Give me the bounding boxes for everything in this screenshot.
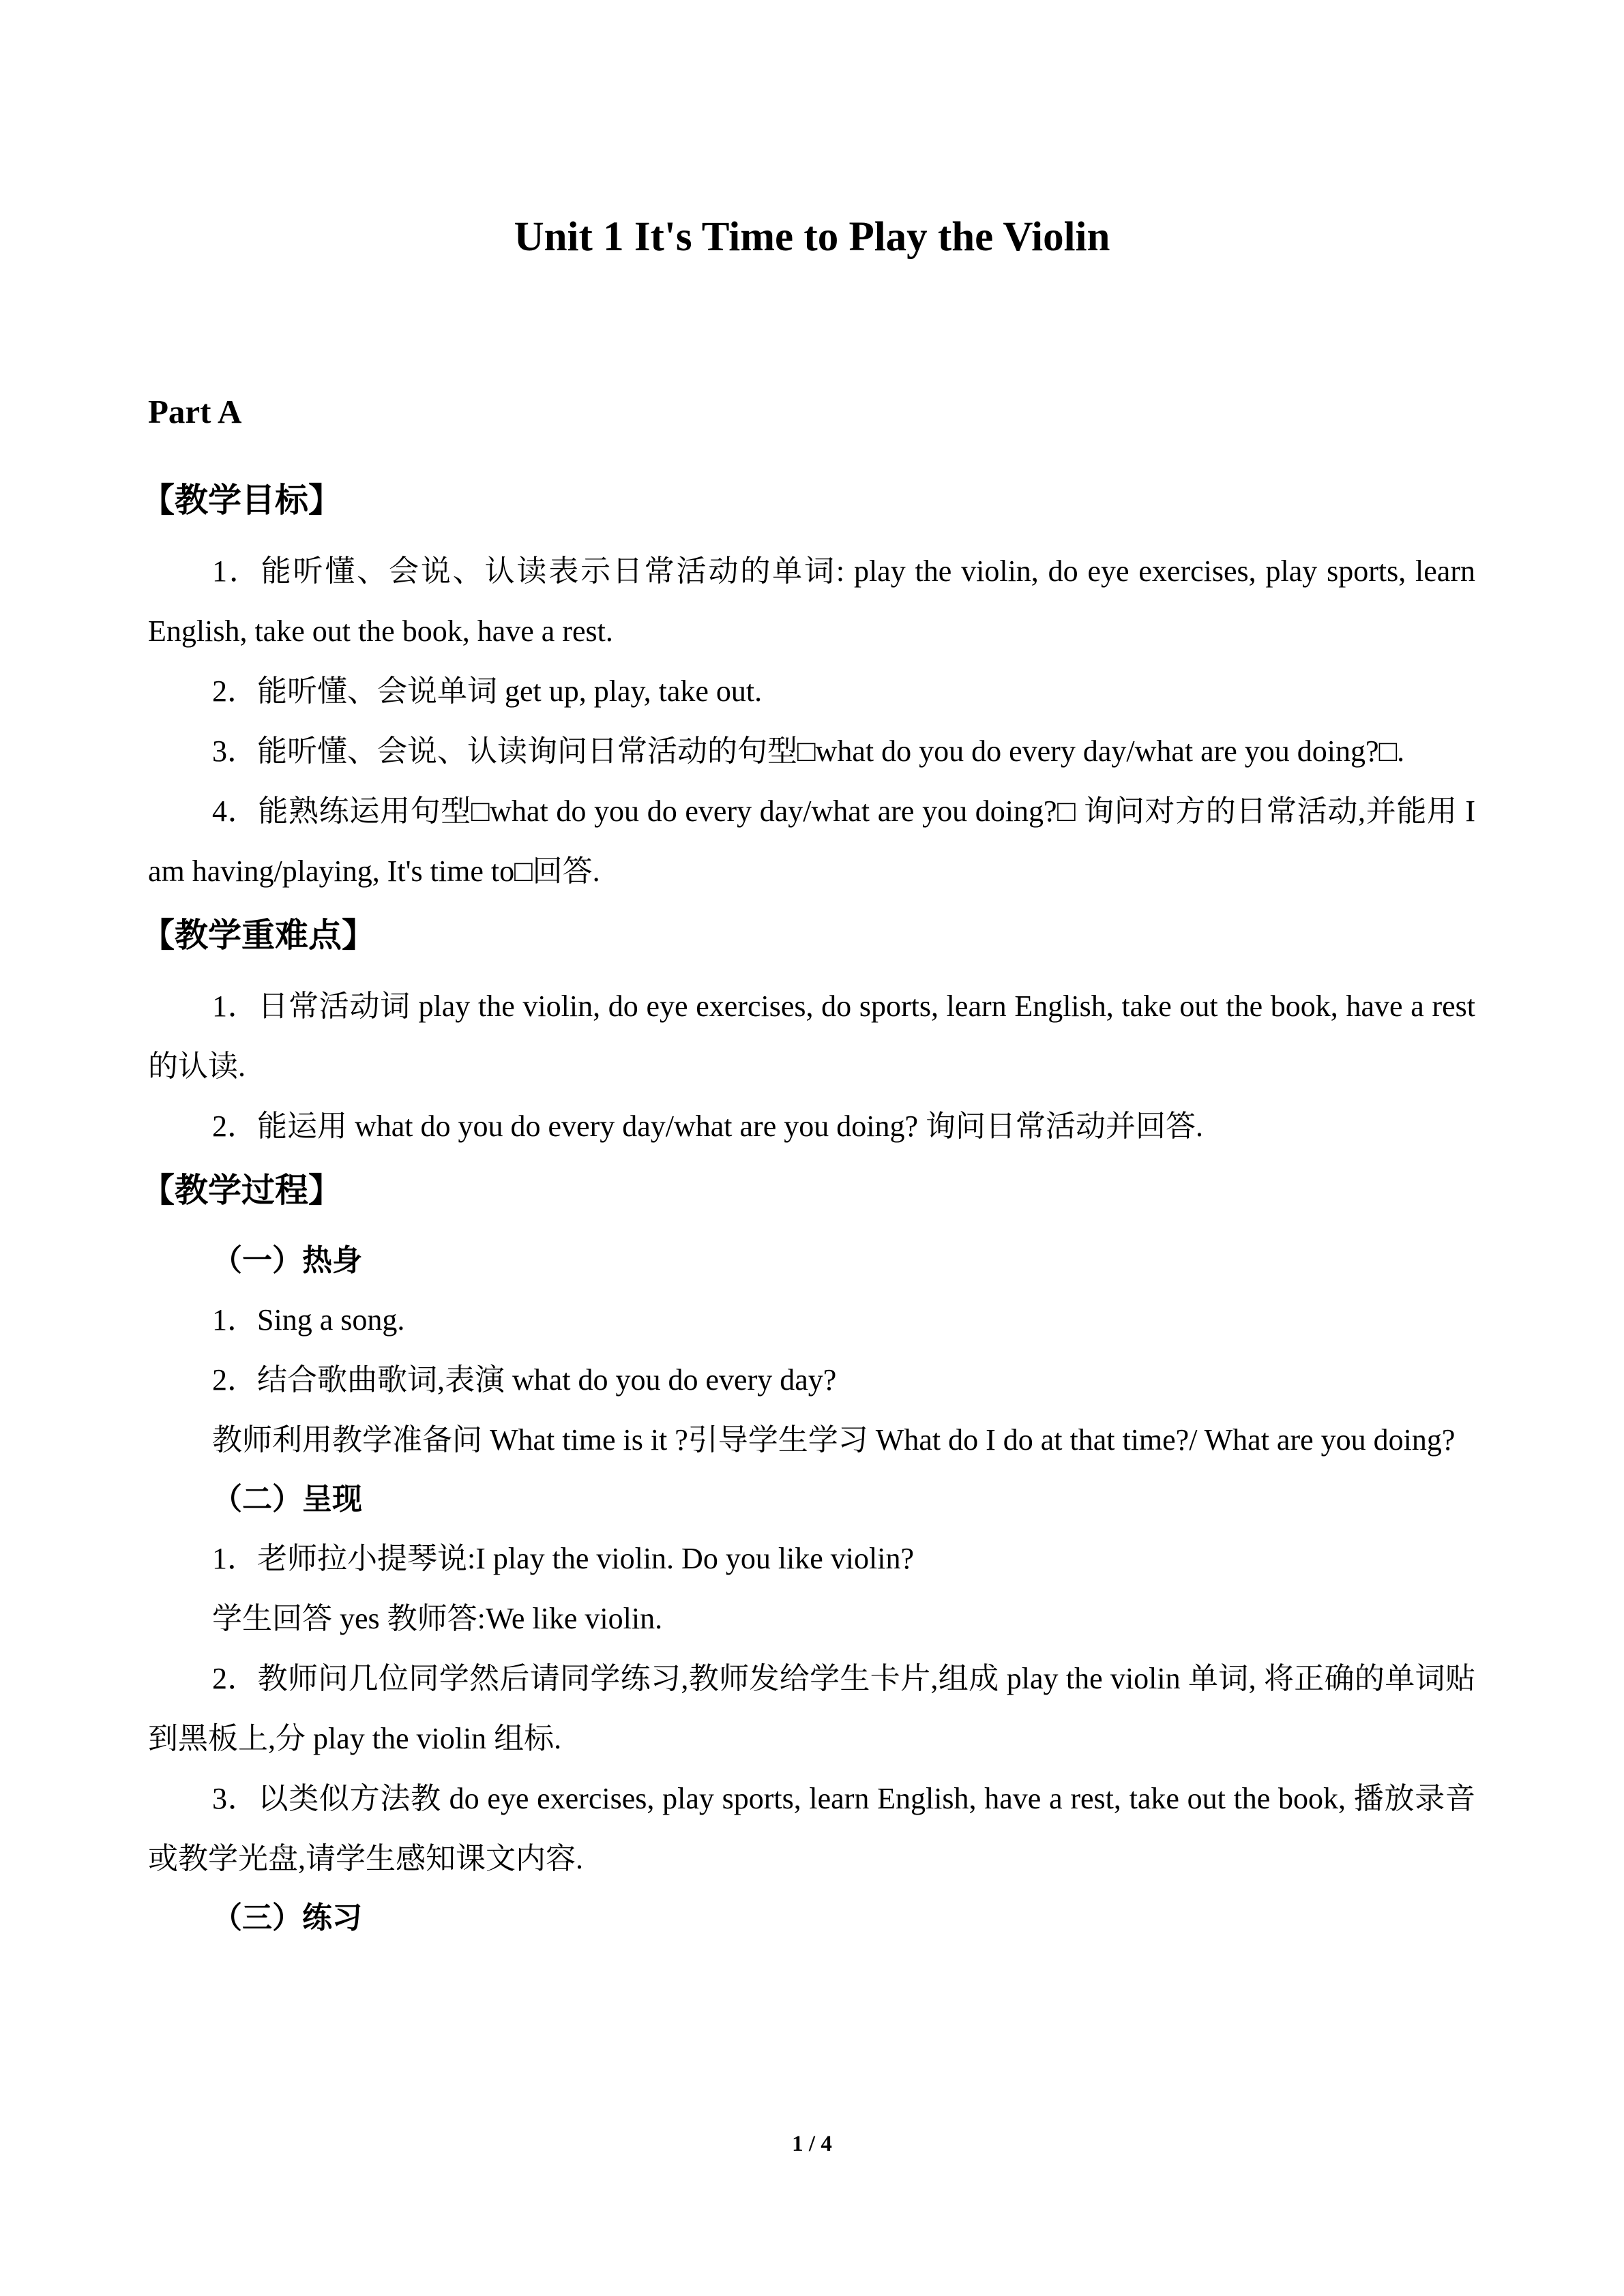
key-point-item-2: 2．能运用 what do you do every day/what are you doing? 询问日常活动并回答. <box>212 1109 1203 1143</box>
part-heading: Part A <box>148 393 242 430</box>
warmup-item-3: 教师利用教学准备问 What time is it ?引导学生学习 What do I do at that time?/ What are you doing? <box>212 1423 1456 1457</box>
objectives-heading: 【教学目标】 <box>141 481 342 520</box>
objective-item-1: 1．能听懂、会说、认读表示日常活动的单词: play the violin, do eye exercises, play sports, learn English, take out the book, have a rest. <box>148 554 1475 648</box>
warmup-heading: （一）热身 <box>212 1243 362 1278</box>
practice-heading: （三）练习 <box>212 1900 362 1935</box>
objective-item-2: 2．能听懂、会说单词 get up, play, take out. <box>212 674 763 708</box>
process-heading: 【教学过程】 <box>141 1171 342 1210</box>
presentation-item-1: 1．老师拉小提琴说:I play the violin. Do you like violin? <box>212 1542 915 1575</box>
presentation-item-3: 2．教师问几位同学然后请同学练习,教师发给学生卡片,组成 play the violin 单词, 将正确的单词贴到黑板上,分 play the violin 组标. <box>148 1662 1475 1755</box>
warmup-item-2: 2．结合歌曲歌词,表演 what do you do every day? <box>212 1363 837 1397</box>
presentation-item-4: 3．以类似方法教 do eye exercises, play sports, learn English, have a rest, take out the book, 播放录音或教学光盘,请学生感知课文内容. <box>148 1782 1475 1875</box>
key-points-heading: 【教学重难点】 <box>141 916 376 955</box>
objective-item-4: 4．能熟练运用句型□what do you do every day/what are you doing?□ 询问对方的日常活动,并能用 I am having/playing, It's time to□回答. <box>148 794 1475 888</box>
presentation-heading: （二）呈现 <box>212 1482 362 1517</box>
document-body <box>141 385 1475 1948</box>
presentation-item-2: 学生回答 yes 教师答:We like violin. <box>212 1602 663 1635</box>
document-title: Unit 1 It's Time to Play the Violin <box>514 214 1110 260</box>
key-point-item-1: 1．日常活动词 play the violin, do eye exercises, do sports, learn English, take out the book, have a rest 的认读. <box>148 989 1475 1083</box>
page-number: 1 / 4 <box>792 2132 832 2156</box>
objective-item-3: 3．能听懂、会说、认读询问日常活动的句型□what do you do every day/what are you doing?□. <box>212 734 1405 768</box>
warmup-item-1: 1．Sing a song. <box>212 1303 405 1337</box>
